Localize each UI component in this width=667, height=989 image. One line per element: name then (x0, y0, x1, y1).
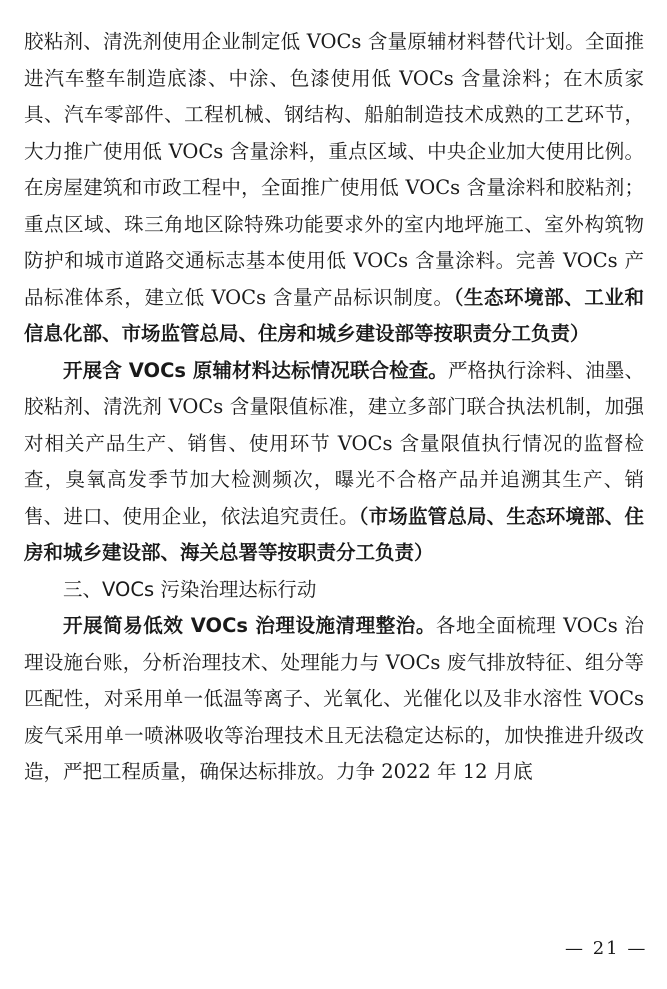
paragraph-1-text: 胶粘剂、清洗剂使用企业制定低 VOCs 含量原辅材料替代计划。全面推进汽车整车制造底漆、中涂、色漆使用低 VOCs 含量涂料；在木质家具、汽车零部件、工程机械、钢结构、船舶制造技术成熟的工艺环节，大力推广使用低 VOCs 含量涂料，重点区域、中央企业加大使用比例。在房屋建筑和市政工程中，全面推广使用低 VOCs 含量涂料和胶粘剂；重点区域、珠三角地区除特殊功能要求外的室内地坪施工、室外构筑物防护和城市道路交通标志基本使用低 VOCs 含量涂料。完善 VOCs 产品标准体系，建立低 VOCs 含量产品标识制度。 (24, 30, 644, 309)
paragraph-2-responsible-depts: （市场监管总局、生态环境部、住房和城乡建设部、海关总署等按职责分工负责） (24, 504, 644, 564)
paragraph-3 (24, 608, 644, 791)
paragraph-2 (24, 353, 644, 572)
page-number: — 21 — (565, 938, 648, 959)
paragraph-3-lead: 开展简易低效 VOCs 治理设施清理整治。 (63, 614, 436, 637)
paragraph-1-responsible-depts: （生态环境部、工业和信息化部、市场监管总局、住房和城乡建设部等按职责分工负责） (24, 285, 644, 345)
paragraph-2-text: 严格执行涂料、油墨、胶粘剂、清洗剂 VOCs 含量限值标准，建立多部门联合执法机制，加强对相关产品生产、销售、使用环节 VOCs 含量限值执行情况的监督检查，臭氧高发季节加大检测频次，曝光不合格产品并追溯其生产、销售、进口、使用企业，依法追究责任。 (24, 358, 644, 528)
section-heading: 三、VOCs 污染治理达标行动 (63, 577, 317, 601)
document-page (24, 24, 644, 791)
paragraph-2-lead: 开展含 VOCs 原辅材料达标情况联合检查。 (63, 358, 448, 382)
paragraph-1 (24, 24, 644, 353)
paragraph-3-text: 各地全面梳理 VOCs 治理设施台账，分析治理技术、处理能力与 VOCs 废气排放特征、组分等匹配性，对采用单一低温等离子、光氧化、光催化以及非水溶性 VOCs 废气采用单一喷淋吸收等治理技术且无法稳定达标的，加快推进升级改造，严把工程质量，确保达标排放。力争 2022 年 12 月底 (24, 614, 644, 783)
